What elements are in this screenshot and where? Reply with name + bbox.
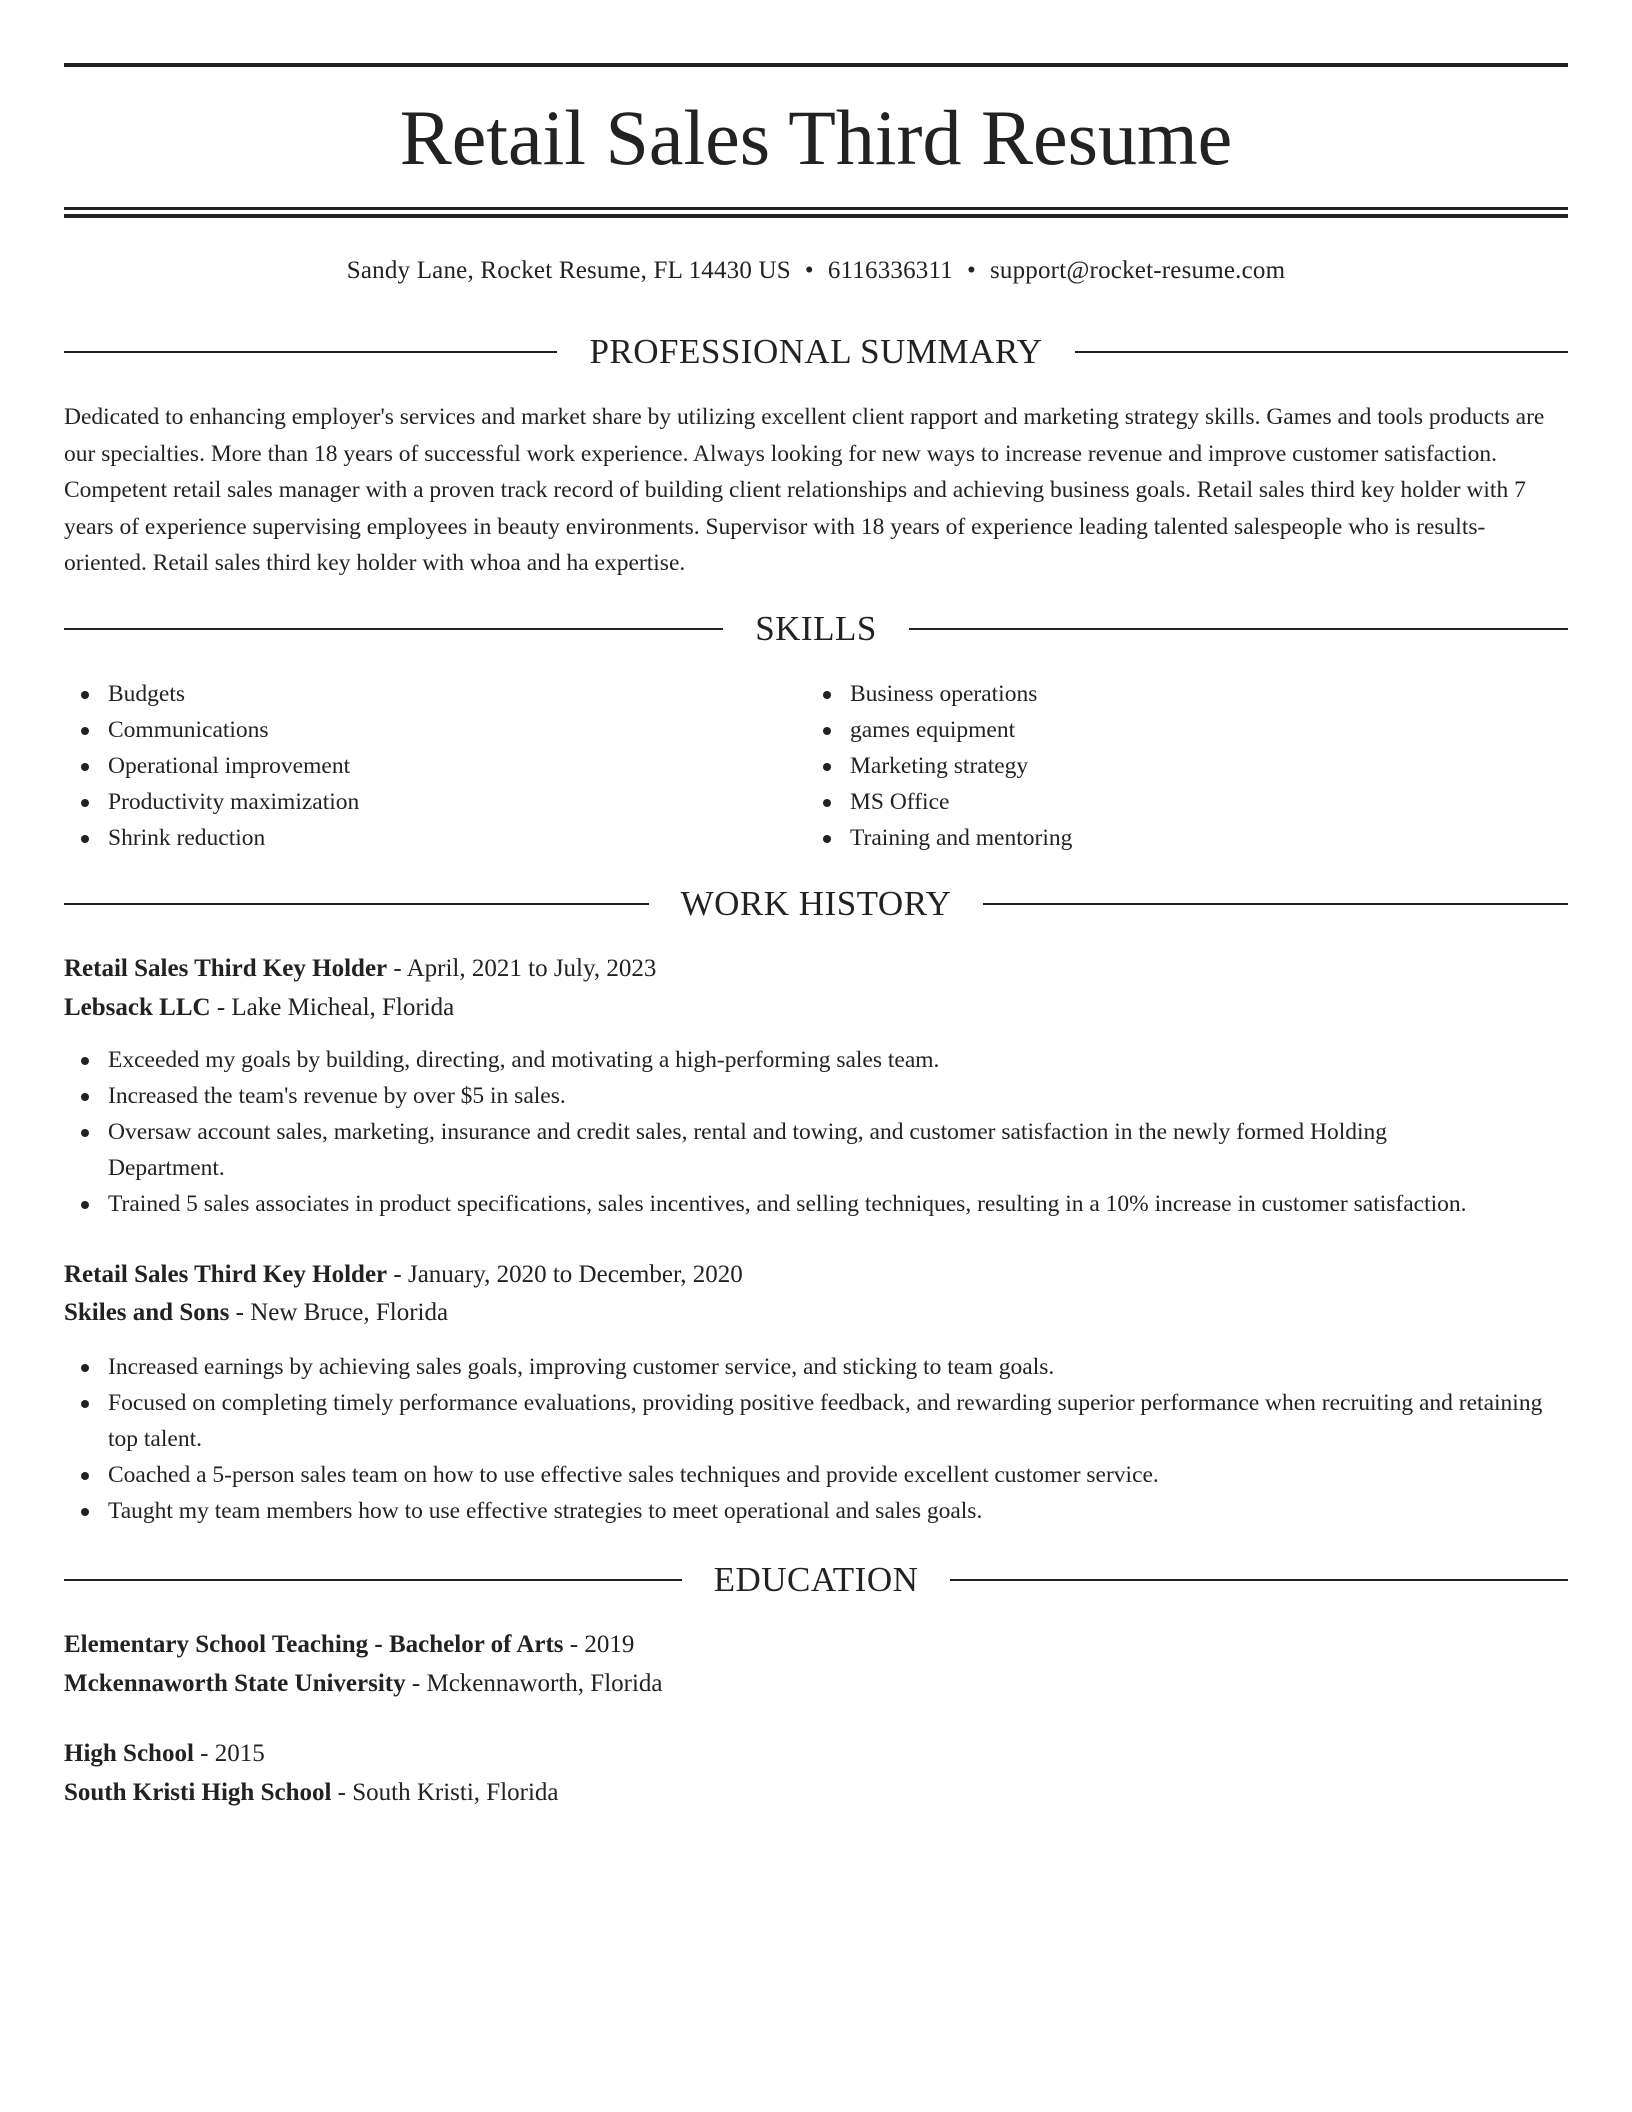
skill-item: Training and mentoring xyxy=(806,820,1506,856)
skill-item: Communications xyxy=(64,712,764,748)
education-year: 2019 xyxy=(584,1631,635,1658)
education-location: South Kristi, Florida xyxy=(352,1779,559,1806)
job-bullet: Taught my team members how to use effective strategies to meet operational and sales goals. xyxy=(64,1493,1568,1529)
heading-rule xyxy=(64,351,557,353)
education-degree: Elementary School Teaching - Bachelor of Arts xyxy=(64,1631,564,1658)
education-school-line xyxy=(64,1774,1568,1812)
job-title-line xyxy=(64,950,1568,988)
job-location: Lake Micheal, Florida xyxy=(231,994,455,1021)
heading-rule xyxy=(909,628,1568,630)
work-history-heading xyxy=(64,882,1568,926)
summary-heading xyxy=(64,330,1568,374)
heading-rule xyxy=(983,903,1568,905)
header-rule-upper xyxy=(64,207,1568,210)
summary-heading-label: PROFESSIONAL SUMMARY xyxy=(589,332,1043,371)
dash-separator: - xyxy=(387,1261,408,1288)
contact-email: support@rocket-resume.com xyxy=(989,257,1286,284)
summary-text: Dedicated to enhancing employer's services and market share by utilizing excellent client rapport and marketing strategy skills. Games and tools products are our specialties. More than 18 years of successful work experience. Always looking for new ways to increase revenue and improve customer satisfaction. Competent retail sales manager with a proven track record of building client relationships and achieving business goals. Retail sales third key holder with 7 years of experience supervising employees in beauty environments. Supervisor with 18 years of experience leading talented salespeople who is results-oriented. Retail sales third key holder with whoa and ha expertise. xyxy=(64,404,1545,576)
education-year: 2015 xyxy=(214,1740,265,1767)
job-title-line xyxy=(64,1256,1568,1294)
dash-separator: - xyxy=(387,955,407,982)
job-bullet: Focused on completing timely performance evaluations, providing positive feedback, and rewarding superior performance when recruiting and retaining top talent. xyxy=(64,1385,1568,1457)
job-title: Retail Sales Third Key Holder xyxy=(64,1261,388,1288)
education-location: Mckennaworth, Florida xyxy=(426,1670,663,1697)
skills-heading xyxy=(64,607,1568,651)
job-company: Lebsack LLC xyxy=(64,994,211,1021)
heading-rule xyxy=(64,628,723,630)
job-bullet: Exceeded my goals by building, directing, and motivating a high-performing sales team. xyxy=(64,1042,1568,1078)
skill-item: games equipment xyxy=(806,712,1506,748)
education-degree: High School xyxy=(64,1740,194,1767)
education-school: South Kristi High School xyxy=(64,1779,332,1806)
education-heading xyxy=(64,1558,1568,1602)
header-top-rule xyxy=(64,63,1568,67)
dash-separator: - xyxy=(563,1631,585,1658)
contact-separator: • xyxy=(804,257,814,284)
education-school-line xyxy=(64,1665,1568,1703)
contact-address: Sandy Lane, Rocket Resume, FL 14430 US xyxy=(346,257,791,284)
skill-item: Productivity maximization xyxy=(64,784,764,820)
education-school: Mckennaworth State University xyxy=(64,1670,406,1697)
skill-item: Business operations xyxy=(806,676,1506,712)
resume-title: Retail Sales Third Resume xyxy=(399,94,1233,181)
heading-rule xyxy=(64,903,649,905)
skills-heading-label: SKILLS xyxy=(755,609,877,648)
education-degree-line xyxy=(64,1626,1568,1664)
job-company: Skiles and Sons xyxy=(64,1299,230,1326)
dash-separator: - xyxy=(229,1299,251,1326)
job-bullet: Increased earnings by achieving sales goals, improving customer service, and sticking to team goals. xyxy=(64,1349,1568,1385)
job-bullets xyxy=(64,1349,1568,1529)
skill-item: Operational improvement xyxy=(64,748,764,784)
header-rule-lower xyxy=(64,214,1568,218)
work-history-heading-label: WORK HISTORY xyxy=(680,884,952,923)
job-bullet: Oversaw account sales, marketing, insurance and credit sales, rental and towing, and customer satisfaction in the newly formed Holding Department. xyxy=(64,1114,1568,1186)
job-bullet: Coached a 5-person sales team on how to use effective sales techniques and provide excellent customer service. xyxy=(64,1457,1568,1493)
skill-item: Shrink reduction xyxy=(64,820,764,856)
dash-separator: - xyxy=(405,1670,427,1697)
job-dates: April, 2021 to July, 2023 xyxy=(406,955,657,982)
dash-separator: - xyxy=(210,994,232,1021)
dash-separator: - xyxy=(331,1779,353,1806)
skill-item: Marketing strategy xyxy=(806,748,1506,784)
job-bullet: Trained 5 sales associates in product specifications, sales incentives, and selling techniques, resulting in a 10% increase in customer satisfaction. xyxy=(64,1186,1568,1222)
job-dates: January, 2020 to December, 2020 xyxy=(407,1261,743,1288)
education-heading-label: EDUCATION xyxy=(713,1560,919,1599)
job-title: Retail Sales Third Key Holder xyxy=(64,955,388,982)
contact-line xyxy=(64,253,1568,289)
heading-rule xyxy=(1075,351,1568,353)
heading-rule xyxy=(64,1579,682,1581)
skills-left-column xyxy=(64,676,764,856)
job-company-line xyxy=(64,1294,1568,1332)
job-company-line xyxy=(64,989,1568,1027)
heading-rule xyxy=(950,1579,1568,1581)
education-degree-line xyxy=(64,1735,1568,1773)
dash-separator: - xyxy=(193,1740,215,1767)
contact-phone: 6116336311 xyxy=(827,257,953,284)
skills-right-column xyxy=(806,676,1506,856)
skill-item: MS Office xyxy=(806,784,1506,820)
job-bullets xyxy=(64,1042,1568,1222)
job-location: New Bruce, Florida xyxy=(250,1299,449,1326)
contact-separator: • xyxy=(966,257,976,284)
job-bullet: Increased the team's revenue by over $5 in sales. xyxy=(64,1078,1568,1114)
skill-item: Budgets xyxy=(64,676,764,712)
